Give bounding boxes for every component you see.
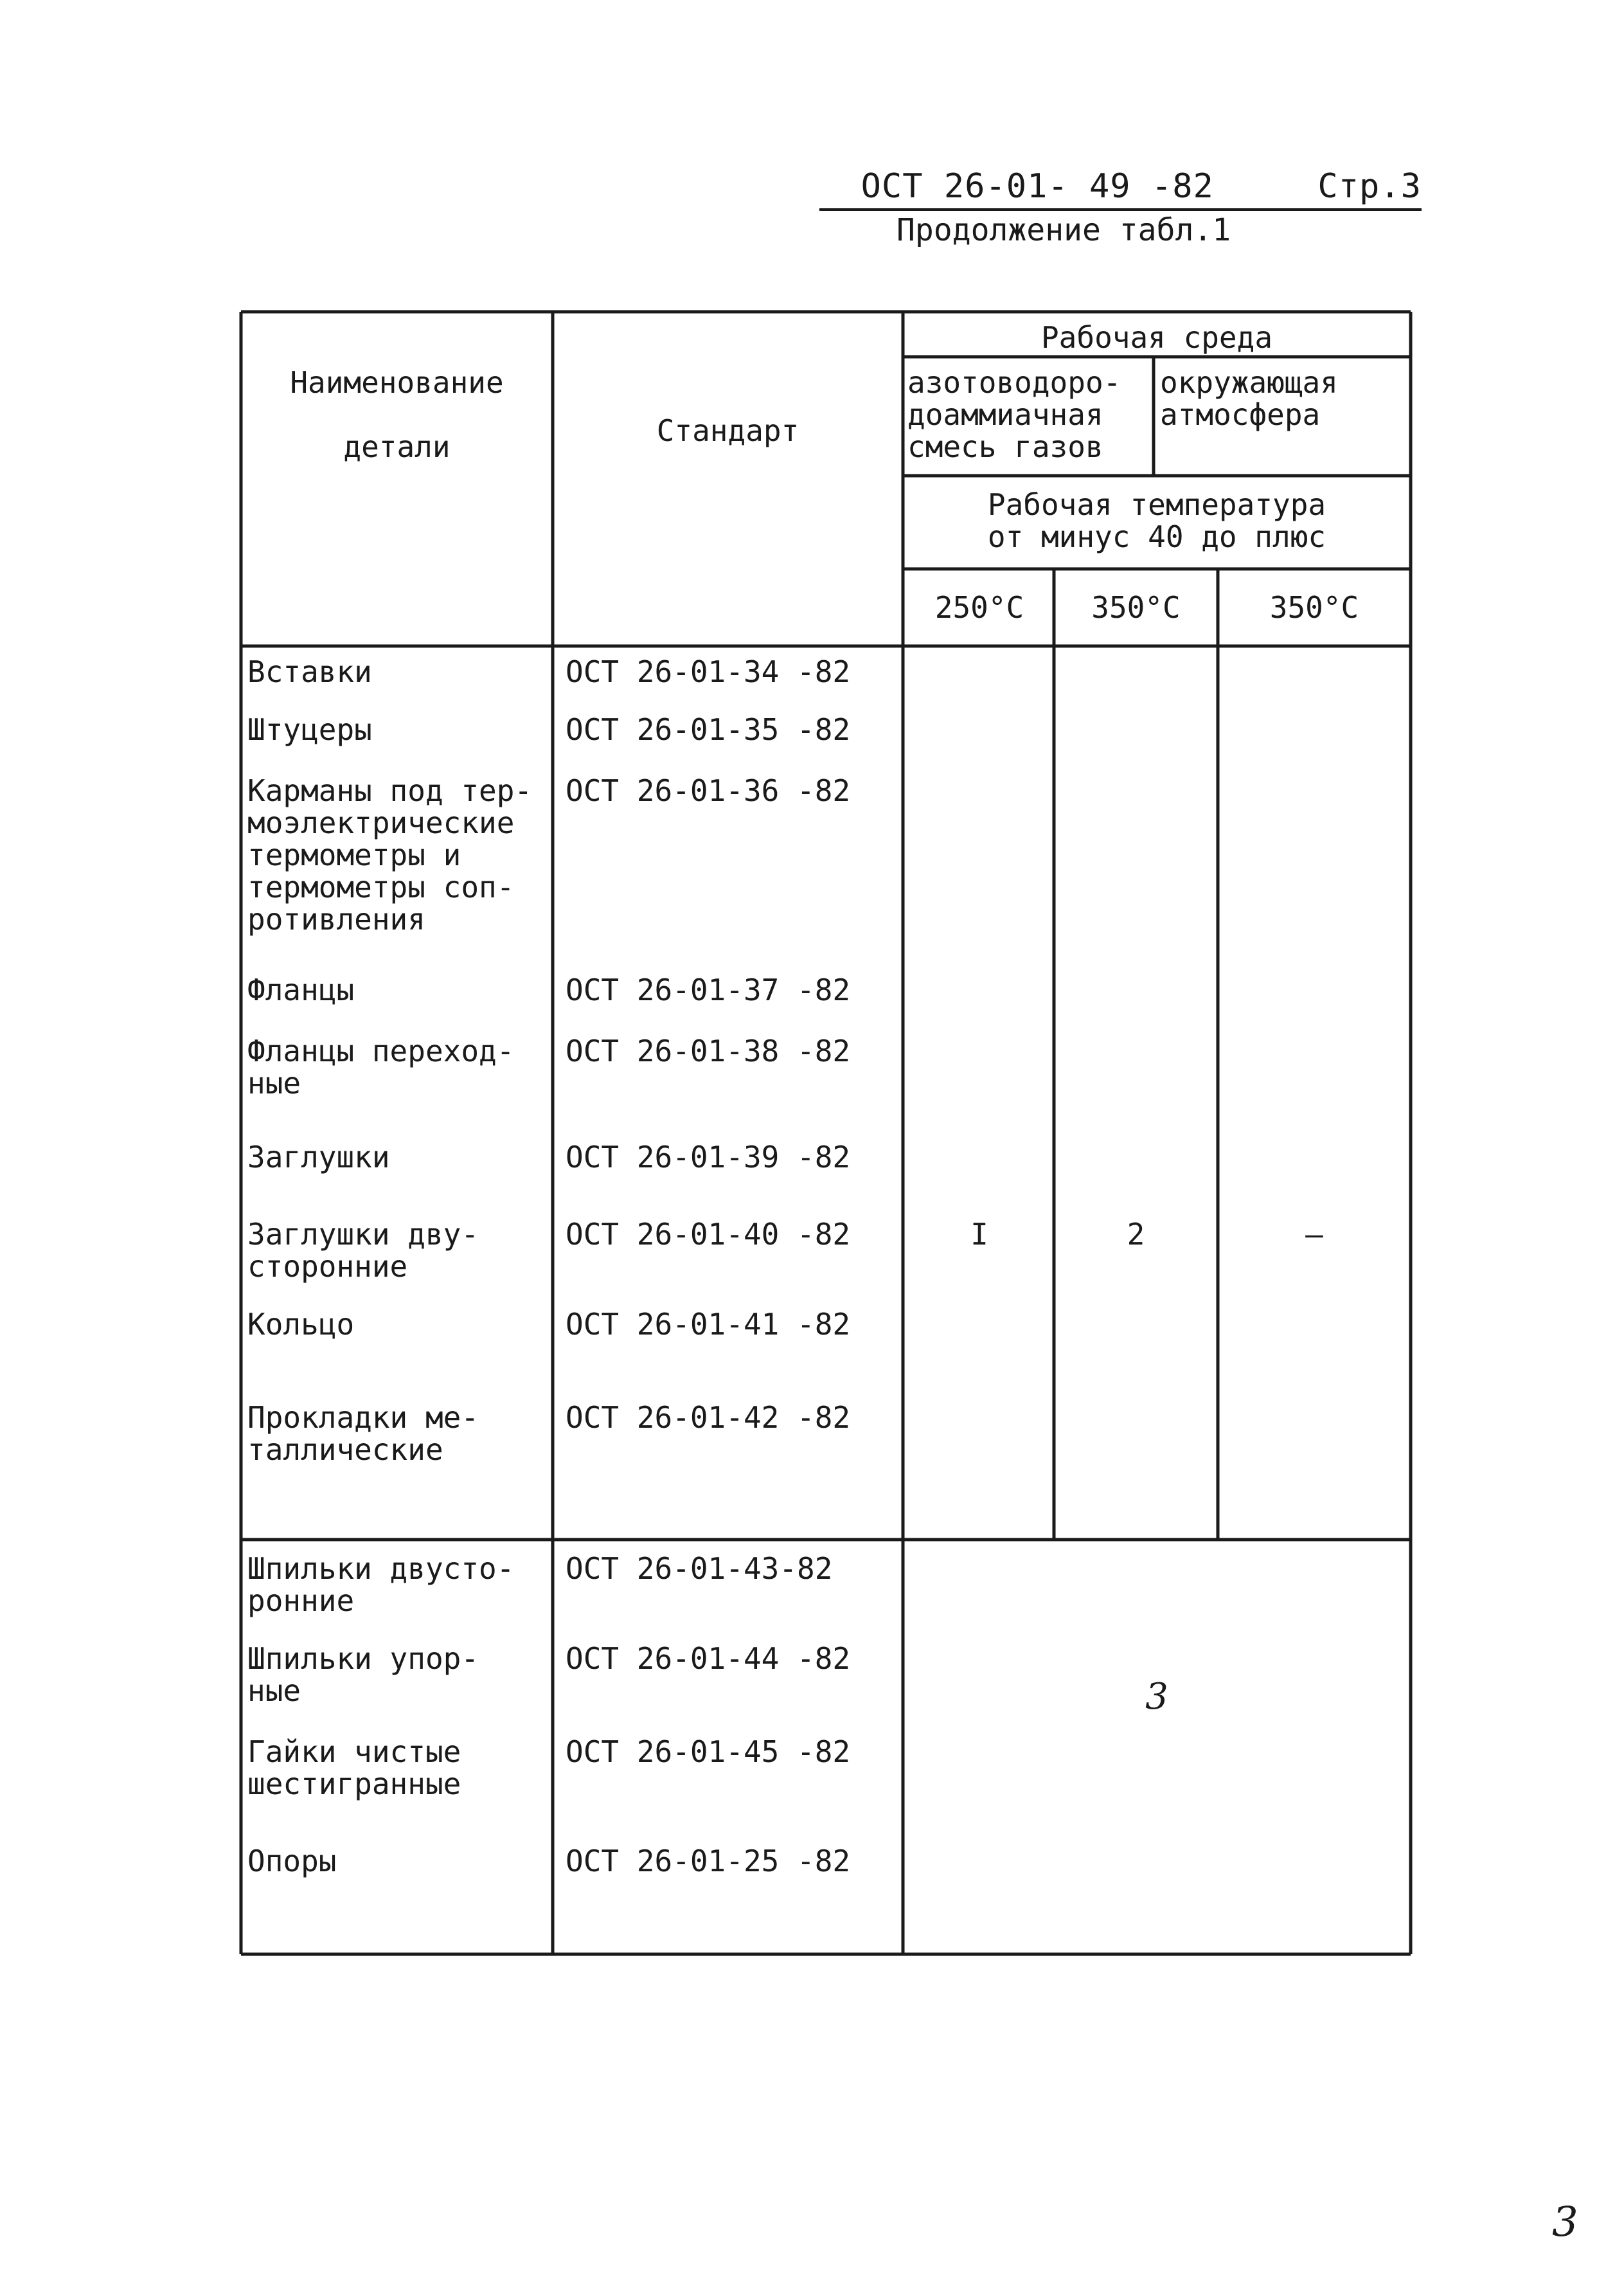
- group1-value-col3: –: [1305, 1217, 1323, 1252]
- row-name: Фланцы: [247, 973, 355, 1007]
- header-medium-atmosphere: окружающая атмосфера: [1160, 365, 1338, 432]
- row-name: Вставки: [247, 654, 372, 689]
- row-standard: ОСТ 26-01-35 -82: [566, 712, 851, 747]
- row-standard: ОСТ 26-01-39 -82: [566, 1140, 851, 1174]
- row-standard: ОСТ 26-01-40 -82: [566, 1217, 851, 1252]
- row-standard: ОСТ 26-01-45 -82: [566, 1734, 851, 1769]
- header-name: Наименование детали: [290, 365, 504, 464]
- header-standard: Стандарт: [656, 413, 799, 448]
- row-name: Заглушки дву- сторонние: [247, 1217, 479, 1284]
- row-standard: ОСТ 26-01-38 -82: [566, 1034, 851, 1068]
- row-name: Опоры: [247, 1844, 337, 1878]
- row-standard: ОСТ 26-01-25 -82: [566, 1844, 851, 1878]
- document-code: ОСТ 26-01- 49 -82: [861, 167, 1214, 206]
- group1-value-col2: 2: [1127, 1217, 1145, 1252]
- page-label: Стр.3: [1317, 167, 1422, 206]
- row-name: Прокладки ме- таллические: [247, 1400, 479, 1467]
- row-standard: ОСТ 26-01-42 -82: [566, 1400, 851, 1435]
- row-name: Карманы под тер- моэлектрические термометры и термометры соп- ротивления: [247, 773, 533, 937]
- row-standard: ОСТ 26-01-37 -82: [566, 973, 851, 1007]
- group2-value: 3: [1145, 1676, 1168, 1718]
- row-name: Кольцо: [247, 1307, 355, 1342]
- header-work-temperature: Рабочая температура от минус 40 до плюс: [987, 487, 1326, 554]
- row-name: Шпильки упор- ные: [247, 1641, 479, 1708]
- header-temp-3: 350°C: [1269, 590, 1359, 625]
- header-temp-1: 250°C: [934, 590, 1024, 625]
- row-name: Заглушки: [247, 1140, 390, 1174]
- row-name: Гайки чистые шестигранные: [247, 1734, 461, 1801]
- header-medium-gas: азотоводоро- доаммиачная смесь газов: [907, 365, 1121, 464]
- row-name: Штуцеры: [247, 712, 372, 747]
- page-number: 3: [1552, 2199, 1578, 2246]
- row-standard: ОСТ 26-01-36 -82: [566, 773, 851, 808]
- row-standard: ОСТ 26-01-34 -82: [566, 654, 851, 689]
- row-standard: ОСТ 26-01-43-82: [566, 1551, 833, 1586]
- row-standard: ОСТ 26-01-44 -82: [566, 1641, 851, 1676]
- row-name: Шпильки двусто- ронние: [247, 1551, 515, 1618]
- row-standard: ОСТ 26-01-41 -82: [566, 1307, 851, 1342]
- header-work-medium: Рабочая среда: [1040, 320, 1273, 355]
- table-continuation-label: Продолжение табл.1: [897, 212, 1231, 248]
- header-temp-2: 350°C: [1091, 590, 1181, 625]
- row-name: Фланцы переход- ные: [247, 1034, 515, 1101]
- group1-value-col1: I: [970, 1217, 988, 1252]
